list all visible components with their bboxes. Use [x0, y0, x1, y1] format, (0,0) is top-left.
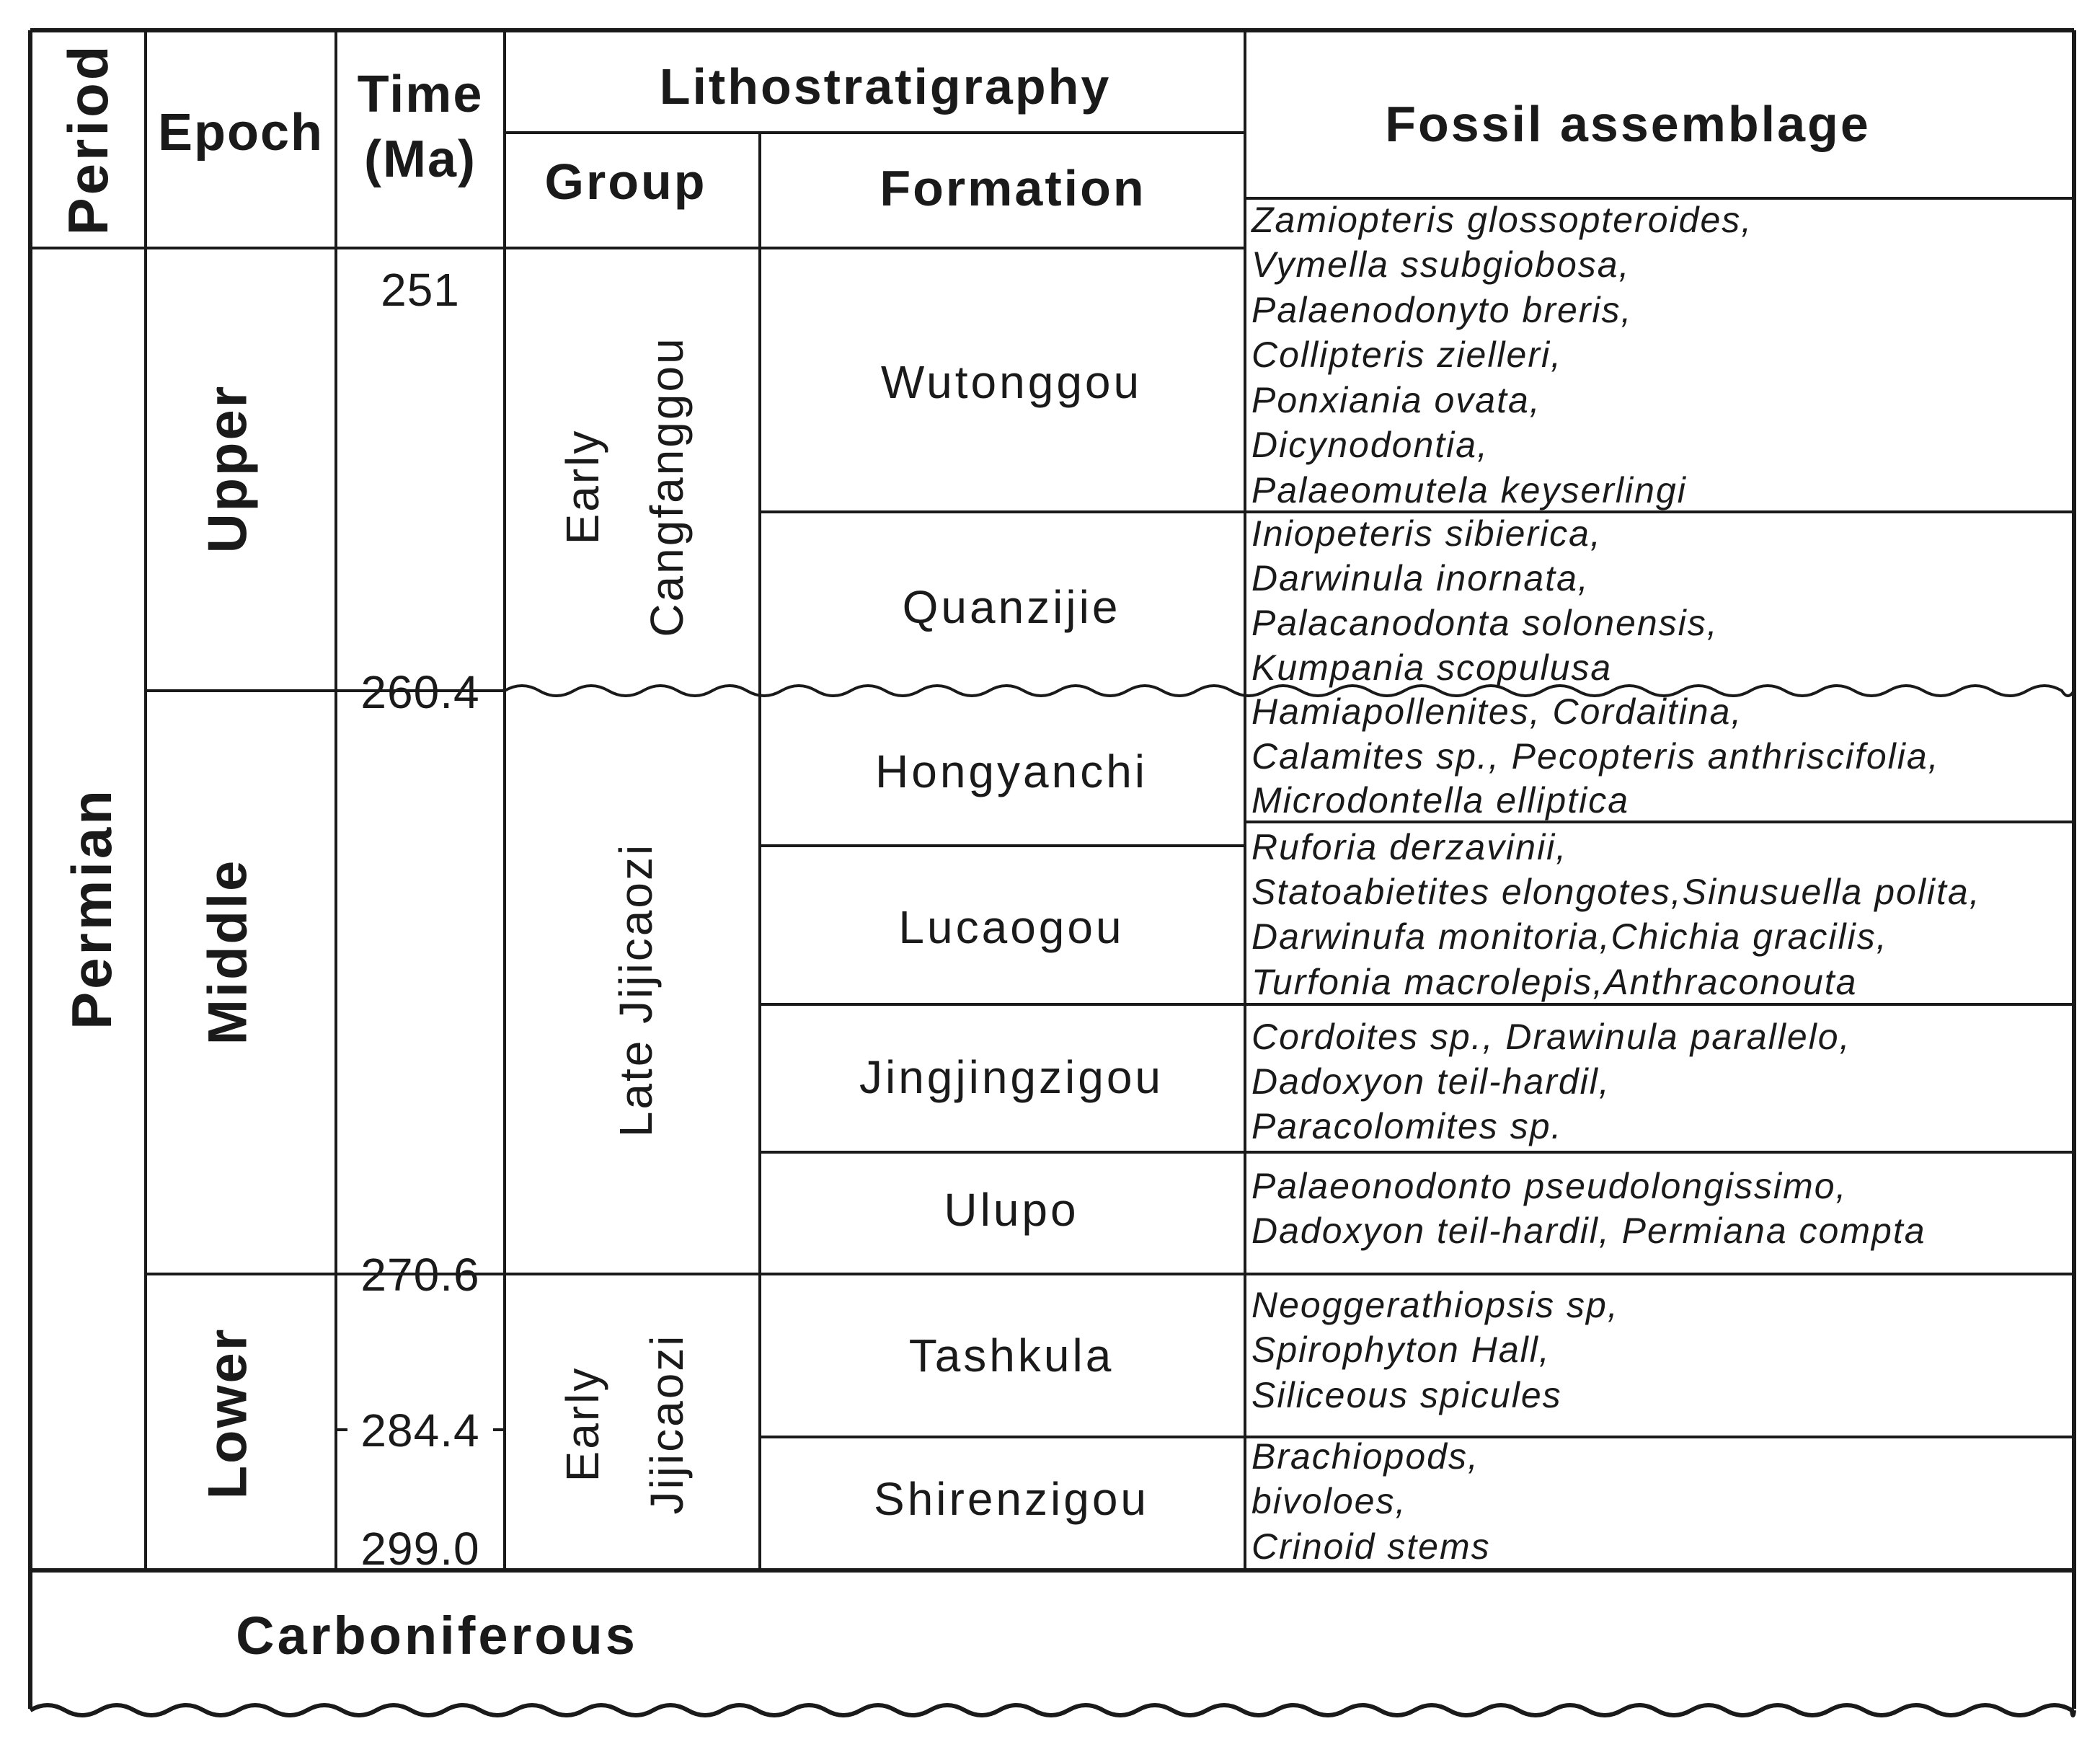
time-mark: 251 — [381, 264, 460, 316]
fossil-entry: Vymella ssubgiobosa, — [1251, 244, 1631, 285]
epoch-upper: Upper — [197, 384, 259, 554]
fossil-entry: Statoabietites elongotes,Sinusuella polita, — [1251, 872, 1981, 912]
header-group: Group — [544, 154, 707, 210]
epoch-middle: Middle — [197, 858, 259, 1045]
formation-name: Quanzijie — [902, 581, 1121, 633]
header-time-line1: Time — [357, 66, 484, 123]
time-mark: 260.4 — [360, 666, 480, 718]
fossil-entry: Ponxiania ovata, — [1251, 380, 1541, 420]
fossil-entry: Brachiopods, — [1251, 1436, 1479, 1477]
fossil-entry: Spirophyton Hall, — [1251, 1330, 1551, 1370]
header-time-line2: (Ma) — [364, 131, 477, 188]
group-early-cangfanggou-line1: Early — [557, 428, 608, 545]
header-epoch: Epoch — [157, 104, 324, 162]
fossil-entry: Crinoid stems — [1251, 1526, 1491, 1567]
group-early-cangfanggou-line2: Cangfanggou — [641, 336, 693, 637]
formation-name: Jingjingzigou — [859, 1051, 1164, 1103]
time-mark: 284.4 — [360, 1405, 480, 1456]
header-lithostratigraphy: Lithostratigraphy — [659, 58, 1112, 115]
fossil-entry: Calamites sp., Pecopteris anthriscifolia, — [1251, 736, 1940, 777]
underlying-carboniferous: Carboniferous — [236, 1606, 638, 1666]
fossil-entry: Turfonia macrolepis,Anthraconouta — [1251, 962, 1858, 1002]
time-mark: 270.6 — [360, 1249, 480, 1301]
group-late-jijicaozi: Late Jijicaozi — [610, 842, 662, 1138]
formation-name: Shirenzigou — [874, 1473, 1149, 1525]
period-permian: Permian — [60, 787, 123, 1030]
fossil-entry: Iniopeteris sibierica, — [1251, 513, 1602, 554]
fossil-entry: Siliceous spicules — [1251, 1375, 1562, 1415]
fossil-entry: Ruforia derzavinii, — [1251, 827, 1568, 867]
epoch-lower: Lower — [197, 1327, 259, 1500]
group-early-jijicaozi-line1: Early — [557, 1366, 608, 1482]
formation-name: Ulupo — [944, 1184, 1079, 1236]
fossil-entry: Palacanodonta solonensis, — [1251, 603, 1719, 643]
formation-name: Hongyanchi — [875, 746, 1148, 797]
formation-rows — [859, 200, 1981, 1567]
fossil-entry: Collipteris zielleri, — [1251, 335, 1562, 375]
fossil-entry: Microdontella elliptica — [1251, 780, 1630, 821]
formation-name: Wutonggou — [880, 356, 1143, 408]
header-fossil-assemblage: Fossil assemblage — [1385, 96, 1871, 152]
fossil-entry: Darwinula inornata, — [1251, 558, 1590, 598]
header-formation: Formation — [880, 160, 1146, 216]
group-early-jijicaozi-line2: Jijicaozi — [641, 1333, 693, 1515]
fossil-entry: Hamiapollenites, Cordaitina, — [1251, 691, 1743, 732]
fossil-entry: Palaeomutela keyserlingi — [1251, 470, 1687, 510]
fossil-entry: Neoggerathiopsis sp, — [1251, 1285, 1619, 1325]
fossil-entry: bivoloes, — [1251, 1481, 1407, 1521]
fossil-entry: Palaeonodonto pseudolongissimo, — [1251, 1166, 1848, 1206]
fossil-entry: Dadoxyon teil-hardil, Permiana compta — [1251, 1211, 1926, 1251]
time-mark: 299.0 — [360, 1523, 480, 1575]
fossil-entry: Palaenodonyto breris, — [1251, 290, 1633, 330]
fossil-entry: Darwinufa monitoria,Chichia gracilis, — [1251, 916, 1888, 957]
fossil-entry: Dicynodontia, — [1251, 425, 1489, 465]
fossil-entry: Zamiopteris glossopteroides, — [1251, 200, 1753, 240]
fossil-entry: Cordoites sp., Drawinula parallelo, — [1251, 1017, 1851, 1057]
fossil-entry: Dadoxyon teil-hardil, — [1251, 1061, 1611, 1102]
fossil-entry: Kumpania scopulusa — [1251, 647, 1613, 688]
fossil-entry: Paracolomites sp. — [1251, 1106, 1563, 1146]
formation-name: Lucaogou — [898, 901, 1125, 953]
header-period: Period — [56, 43, 120, 236]
formation-name: Tashkula — [908, 1330, 1115, 1381]
